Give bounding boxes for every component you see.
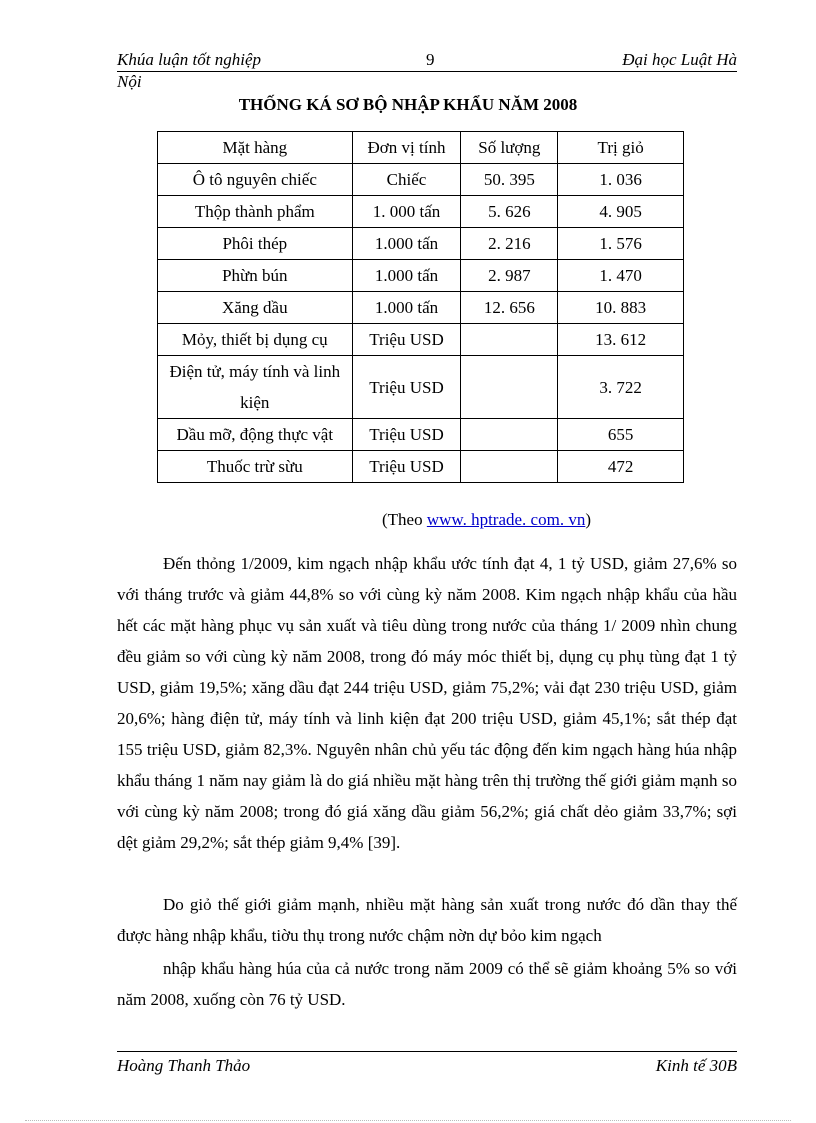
table-cell: 3. 722: [558, 356, 684, 419]
footer-divider: [117, 1051, 737, 1052]
table-cell: 472: [558, 451, 684, 483]
table-cell: 1.000 tấn: [352, 292, 461, 324]
table-cell: Dầu mỡ, động thực vật: [158, 419, 353, 451]
table-cell: 2. 987: [461, 260, 558, 292]
footer-author: Hoàng Thanh Thảo: [117, 1056, 251, 1075]
paragraph-text: Đến thỏng 1/2009, kim ngạch nhập khẩu ước tính đạt 4, 1 tỷ USD, giảm 27,6% so với tháng trước và giảm 44,8% so với cùng kỳ năm 2008. Kim ngạch nhập khẩu của hầu hết các mặt hàng phục vụ sản xuất và tiêu dùng trong nước của tháng 1/ 2009 nhìn chung đều giảm so với cùng kỳ năm 2008, trong đó máy móc thiết bị, dụng cụ phụ tùng đạt 1 tỷ USD, giảm 19,5%; xăng dầu đạt 244 triệu USD, giảm 75,2%; vải đạt 230 triệu USD, giảm 20,6%; hàng điện tử, máy tính và linh kiện đạt 200 triệu USD, giảm 45,1%; sắt thép đạt 155 triệu USD, giảm 82,3%. Nguyên nhân chủ yếu tác động đến kim ngạch hàng húa nhập khẩu tháng 1 năm nay giảm là do giá nhiều mặt hàng trên thị trường thế giới giảm mạnh so với cùng kỳ năm 2008; trong đó giá xăng dầu giảm 56,2%; giá chất dẻo giảm 33,7%; sợi dệt giảm 29,2%; sắt thép giảm 9,4% [39].: [117, 554, 737, 852]
header-right: Đại học Luật Hà: [622, 50, 737, 69]
table-cell: 5. 626: [461, 196, 558, 228]
table-cell: Xăng dầu: [158, 292, 353, 324]
body-paragraph: [117, 953, 737, 1015]
table-cell: Phừn bún: [158, 260, 353, 292]
table-cell: 50. 395: [461, 164, 558, 196]
page-number: 9: [426, 50, 435, 69]
paragraph-text: nhập khẩu hàng húa của cả nước trong năm 2009 có thể sẽ giảm khoảng 5% so với năm 2008, xuống còn 76 tỷ USD.: [117, 959, 737, 1009]
table-cell: Thuốc trừ sừu: [158, 451, 353, 483]
table-cell: 2. 216: [461, 228, 558, 260]
body-paragraph: [117, 889, 737, 951]
table-cell: Triệu USD: [352, 324, 461, 356]
table-cell: 10. 883: [558, 292, 684, 324]
source-suffix: ): [585, 510, 591, 529]
source-citation: [382, 510, 591, 530]
table-row: [158, 164, 684, 196]
table-cell: [461, 356, 558, 419]
import-table: [157, 131, 684, 483]
page-edge: [25, 1120, 791, 1121]
table-row: [158, 419, 684, 451]
table-cell: 12. 656: [461, 292, 558, 324]
page-header: [117, 50, 737, 72]
header-left: Khúa luận tốt nghiệp: [117, 50, 262, 69]
table-cell: [461, 324, 558, 356]
table-cell: [461, 451, 558, 483]
table-cell: Triệu USD: [352, 356, 461, 419]
table-row: [158, 228, 684, 260]
header-divider: [117, 71, 737, 72]
column-header: Trị giỏ: [558, 132, 684, 164]
table-title: THỐNG KÁ SƠ BỘ NHẬP KHẨU NĂM 2008: [238, 95, 578, 114]
table-cell: 13. 612: [558, 324, 684, 356]
footer-class: Kinh tế 30B: [655, 1056, 737, 1075]
table-cell: Triệu USD: [352, 451, 461, 483]
table-cell: Triệu USD: [352, 419, 461, 451]
table-row: [158, 260, 684, 292]
table-cell: 1. 470: [558, 260, 684, 292]
table-row: [158, 324, 684, 356]
source-prefix: (Theo: [382, 510, 427, 529]
table-cell: 655: [558, 419, 684, 451]
table-cell: Điện tử, máy tính và linh kiện: [158, 356, 353, 419]
table-cell: Chiếc: [352, 164, 461, 196]
table-cell: 1. 576: [558, 228, 684, 260]
table-row: [158, 196, 684, 228]
table-cell: 1. 000 tấn: [352, 196, 461, 228]
table-cell: Ô tô nguyên chiếc: [158, 164, 353, 196]
table-cell: Thộp thành phẩm: [158, 196, 353, 228]
table-cell: 1.000 tấn: [352, 228, 461, 260]
table-header-row: [158, 132, 684, 164]
source-link[interactable]: www. hptrade. com. vn: [426, 510, 586, 529]
header-continuation: Nội: [117, 72, 142, 91]
column-header: Đơn vị tính: [352, 132, 461, 164]
table-cell: 4. 905: [558, 196, 684, 228]
table-cell: [461, 419, 558, 451]
table-row: [158, 356, 684, 419]
table-cell: Phôi thép: [158, 228, 353, 260]
column-header: Số lượng: [461, 132, 558, 164]
table-row: [158, 292, 684, 324]
table-cell: 1. 036: [558, 164, 684, 196]
page-footer: [117, 1056, 737, 1078]
table-cell: Mỏy, thiết bị dụng cụ: [158, 324, 353, 356]
table-cell: 1.000 tấn: [352, 260, 461, 292]
body-paragraph: [117, 548, 737, 858]
paragraph-text: Do giỏ thế giới giảm mạnh, nhiều mặt hàng sản xuất trong nước đó dần thay thế được hàng nhập khẩu, tiờu thụ trong nước chậm nờn dự bỏo kim ngạch: [117, 895, 737, 945]
column-header: Mặt hàng: [158, 132, 353, 164]
table-row: [158, 451, 684, 483]
